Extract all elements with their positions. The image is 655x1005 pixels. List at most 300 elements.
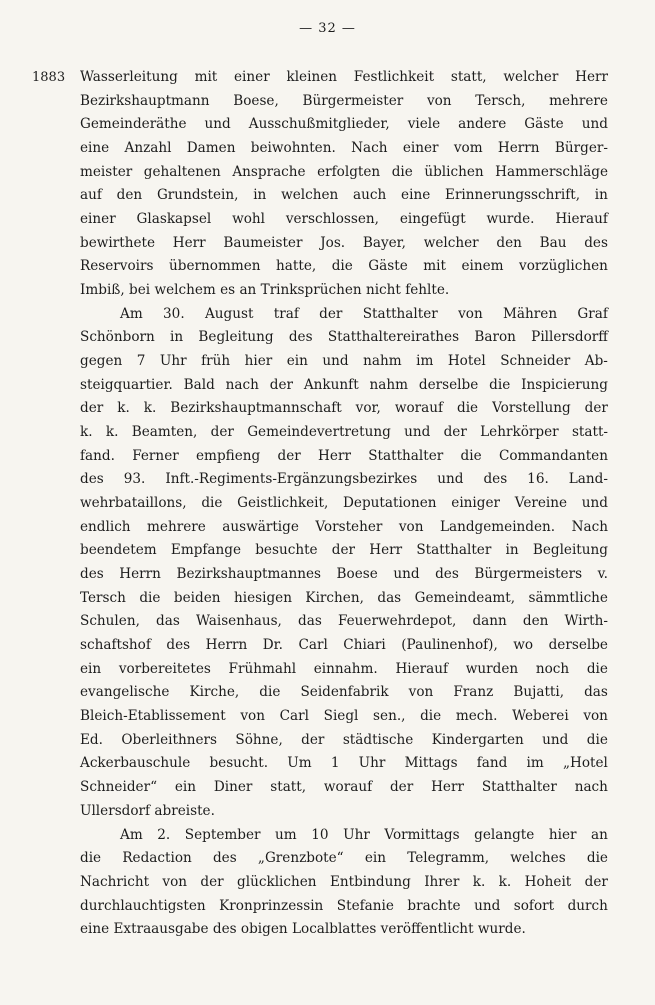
word: des (80, 471, 104, 488)
word: (Paulinenhof), (401, 637, 498, 654)
word: die (391, 163, 413, 180)
text-line (80, 634, 608, 658)
word: im (526, 755, 544, 772)
word: Am (120, 305, 143, 322)
word: Land- (568, 471, 608, 488)
text-line: Imbiß, bei welchem es an Trinksprüchen nicht fehlte. (80, 282, 450, 299)
word: hiesigen (233, 589, 292, 606)
word: die (331, 258, 353, 275)
word: städtische (342, 731, 414, 748)
word: Hotel (447, 353, 486, 370)
word: glücklichen (237, 873, 317, 890)
word: das (156, 613, 180, 630)
word: des (483, 471, 508, 488)
word: 10 (311, 826, 329, 843)
word: sämmtliche (528, 589, 608, 606)
text-line (80, 824, 608, 848)
text-line (80, 208, 608, 232)
text-line (80, 397, 608, 421)
word: der (319, 305, 343, 322)
word: Herr (575, 69, 608, 85)
word: Herr (369, 542, 403, 559)
text-line (80, 90, 608, 114)
word: das (377, 589, 402, 606)
word: Statthalter (416, 542, 492, 559)
word: in (170, 329, 184, 346)
word: an (591, 826, 608, 843)
word: k. (498, 873, 512, 890)
word: Boese, (233, 92, 279, 109)
word: die (259, 684, 281, 701)
word: Bürgermeisters (474, 566, 583, 583)
word: die (489, 376, 511, 393)
word: Uhr (159, 353, 187, 370)
word: Ausschußmitglieder, (248, 116, 390, 133)
word: Waisenhaus, (195, 613, 282, 630)
word: Vereine (514, 495, 568, 512)
word: Seidenfabrik (300, 684, 389, 701)
word: Hierauf (395, 660, 449, 677)
word: von (426, 92, 452, 109)
word: einiger (451, 495, 501, 512)
word: mehrere (147, 518, 206, 535)
text-line (80, 66, 608, 90)
word: des (212, 850, 237, 867)
word: um (275, 826, 297, 843)
word: ein (364, 850, 386, 867)
word: wo (513, 637, 534, 654)
text-line (80, 871, 608, 895)
word: ein (80, 660, 102, 677)
word: worauf (394, 400, 444, 417)
word: Boese (336, 566, 378, 583)
text-line (80, 658, 608, 682)
word: v. (597, 566, 608, 583)
text-line (80, 539, 608, 563)
word: wurden (465, 660, 519, 677)
word: 16. (527, 471, 549, 488)
word: empfieng (196, 447, 261, 464)
word: Bezirkshauptmannes (176, 566, 322, 583)
word: der (210, 424, 234, 441)
word: Inspicierung (521, 376, 608, 393)
word: mech. (455, 708, 498, 725)
word: Damen (186, 140, 236, 157)
word: die (457, 400, 479, 417)
word: Reservoirs (80, 258, 154, 275)
word: vor, (355, 400, 381, 417)
word: und (322, 353, 349, 370)
word: nahm (363, 353, 402, 370)
word: Deputationen (343, 495, 437, 512)
word: des (584, 234, 608, 251)
word: des (166, 637, 191, 654)
word: welcher (423, 234, 479, 251)
word: Geistlichkeit, (237, 495, 329, 512)
word: Schneider (500, 353, 571, 370)
word: der (443, 424, 467, 441)
word: von (162, 873, 188, 890)
word: Tersch (80, 589, 126, 606)
word: hier (244, 353, 273, 370)
word: worauf (323, 779, 373, 796)
word: einer (234, 69, 270, 85)
word: der (584, 873, 608, 890)
word: Bujatti, (513, 684, 565, 701)
text-line (80, 681, 608, 705)
word: Schönborn (80, 329, 155, 346)
word: mehrere (549, 92, 608, 109)
word: Nach (351, 140, 388, 157)
word: kleinen (286, 69, 338, 85)
word: Kirche, (189, 684, 240, 701)
word: viele (407, 116, 441, 133)
word: Nachricht (80, 873, 150, 890)
word: Feuerwehrdepot, (337, 613, 457, 630)
word: die (201, 495, 223, 512)
word: der (200, 873, 224, 890)
text-line (80, 445, 608, 469)
word: Ab- (584, 353, 608, 370)
word: in (505, 542, 519, 559)
word: die (460, 447, 482, 464)
word: einer (80, 211, 116, 228)
text-line: eine Extraausgabe des obigen Localblattes veröffentlicht wurde. (80, 921, 526, 938)
text-line (80, 374, 608, 398)
word: traf (273, 305, 299, 322)
word: der (80, 400, 104, 417)
word: vom (453, 140, 483, 157)
word: Pillersdorff (531, 329, 608, 346)
word: Bau (539, 234, 567, 251)
word: beendetem (80, 542, 157, 559)
word: sofort (513, 897, 555, 914)
word: August (204, 305, 254, 322)
word: Kronprinzessin (219, 897, 324, 914)
word: bewirthete (80, 234, 155, 251)
word: besuchte (255, 542, 318, 559)
word: welcher (503, 69, 559, 85)
word: Ihrer (424, 873, 460, 890)
word: Schneider“ (80, 779, 158, 796)
word: und (204, 116, 231, 133)
word: Uhr (358, 755, 386, 772)
word: und (581, 116, 608, 133)
word: Hoheit (524, 873, 572, 890)
word: Mähren (503, 305, 558, 322)
word: Begleitung (532, 542, 608, 559)
word: in (253, 187, 267, 204)
word: „Hotel (562, 755, 608, 772)
word: Begleitung (198, 329, 274, 346)
word: und (404, 424, 431, 441)
word: Gäste (524, 116, 564, 133)
word: k. (80, 424, 93, 441)
word: Gemeindevertretung (247, 424, 391, 441)
word: Wasserleitung (80, 69, 178, 85)
word: dann (472, 613, 507, 630)
word: und (581, 495, 608, 512)
word: Landgemeinden. (439, 518, 556, 535)
page-number: — 32 — (299, 21, 356, 36)
word: den (496, 234, 522, 251)
word: der (301, 731, 325, 748)
word: Ankunft (303, 376, 359, 393)
word: 2. (157, 826, 171, 843)
word: Herr (431, 779, 464, 796)
word: Baumeister (223, 234, 303, 251)
word: auch (353, 187, 387, 204)
word: Vorsteher (315, 518, 383, 535)
word: die (139, 589, 161, 606)
word: Festlichkeit (353, 69, 435, 85)
word: Wirth- (564, 613, 608, 630)
word: fand (476, 755, 508, 772)
word: wehrbataillons, (80, 495, 187, 512)
text-line (80, 255, 608, 279)
word: Oberleithners (121, 731, 217, 748)
word: Redaction (122, 850, 192, 867)
word: Bleich-Etablissement (80, 708, 226, 725)
word: derselbe (418, 376, 479, 393)
word: Inft.-Regiments-Ergänzungsbezirkes (165, 471, 418, 488)
word: die (586, 850, 608, 867)
word: Beamten, (131, 424, 198, 441)
word: steigquartier. (80, 376, 173, 393)
word: beiwohnten. (250, 140, 336, 157)
word: Ferner (132, 447, 179, 464)
word: Statthalter (481, 779, 557, 796)
word: üblichen (424, 163, 484, 180)
word: Herrn (497, 140, 540, 157)
word: von (398, 518, 424, 535)
word: Commandanten (498, 447, 608, 464)
word: und (393, 566, 420, 583)
word: die (586, 731, 608, 748)
word: die (586, 660, 608, 677)
word: k. (105, 424, 119, 441)
word: 30. (163, 305, 185, 322)
word: einer (402, 140, 439, 157)
text-line (80, 705, 608, 729)
word: endlich (80, 518, 131, 535)
word: Baron (474, 329, 516, 346)
word: wurde. (486, 211, 535, 228)
word: brachte (407, 897, 461, 914)
word: nach (225, 376, 259, 393)
word: k. (117, 400, 130, 417)
word: andere (458, 116, 507, 133)
word: Statthalter (368, 447, 444, 464)
word: Jos. (320, 234, 346, 251)
word: auswärtige (222, 518, 299, 535)
word: k. (472, 873, 486, 890)
word: Erinnerungsschrift, (445, 187, 581, 204)
word: durchlauchtigsten (80, 897, 206, 914)
text-line: Ullersdorf abreiste. (80, 802, 215, 819)
text-line (80, 137, 608, 161)
word: das (298, 613, 322, 630)
word: statt- (571, 424, 608, 441)
word: statt, (270, 779, 307, 796)
word: in (594, 187, 608, 204)
word: statt, (450, 69, 487, 85)
text-line (80, 847, 608, 871)
word: übernommen (169, 258, 261, 275)
word: und (474, 897, 501, 914)
word: vorbereitetes (118, 660, 211, 677)
word: Vormittags (384, 826, 460, 843)
text-line (80, 326, 608, 350)
word: Herr (172, 234, 206, 251)
word: Söhne, (235, 731, 283, 748)
word: Stefanie (336, 897, 394, 914)
text-line (80, 184, 608, 208)
word: Dr. (262, 637, 283, 654)
word: erfolgten (317, 163, 381, 180)
text-line (80, 587, 608, 611)
word: von (240, 708, 265, 725)
word: Lehrkörper (480, 424, 559, 441)
word: Carl (279, 708, 309, 725)
word: Ansprache (232, 163, 306, 180)
word: schaftshof (80, 637, 151, 654)
word: eingefügt (399, 211, 466, 228)
word: einnahm. (313, 660, 378, 677)
word: beiden (173, 589, 221, 606)
word: von (583, 708, 608, 725)
word: gelangte (474, 826, 535, 843)
word: Am (120, 826, 143, 843)
word: und (542, 731, 569, 748)
word: Ed. (80, 731, 103, 748)
word: Gemeinderäthe (80, 116, 187, 133)
word: Franz (453, 684, 494, 701)
text-line (80, 729, 608, 753)
text-line (80, 468, 608, 492)
text-line (80, 303, 608, 327)
word: hier (548, 826, 577, 843)
word: welches (510, 850, 566, 867)
word: den (522, 613, 549, 630)
word: Glaskapsel (136, 211, 212, 228)
word: gegen (80, 353, 123, 370)
word: hatte, (276, 258, 317, 275)
text-line (80, 610, 608, 634)
word: nach (574, 779, 608, 796)
word: Tersch, (475, 92, 526, 109)
word: 93. (123, 471, 146, 488)
word: Weberei (512, 708, 569, 725)
word: der (584, 400, 608, 417)
word: der (269, 376, 293, 393)
word: meister (80, 163, 133, 180)
word: mit (423, 258, 446, 275)
word: September (184, 826, 261, 843)
word: Vorstellung (492, 400, 571, 417)
word: Entbindung (329, 873, 411, 890)
word: k. (143, 400, 157, 417)
word: Schulen, (80, 613, 140, 630)
word: 1 (330, 755, 340, 772)
word: gehaltenen (143, 163, 221, 180)
word: Bezirkshauptmann (80, 92, 210, 109)
word: ein (286, 353, 308, 370)
word: Gemeindeamt, (414, 589, 516, 606)
word: Diner (213, 779, 253, 796)
word: eine (401, 187, 431, 204)
word: fand. (80, 447, 115, 464)
word: auf (80, 187, 102, 204)
word: Carl (298, 637, 328, 654)
body-text (80, 66, 608, 942)
word: Mittags (404, 755, 458, 772)
text-line (80, 752, 608, 776)
word: 7 (136, 353, 146, 370)
word: Graf (577, 305, 608, 322)
word: durch (567, 897, 608, 914)
word: noch (535, 660, 570, 677)
word: Um (287, 755, 312, 772)
word: Siegl (323, 708, 359, 725)
text-line (80, 421, 608, 445)
word: Statthaltereirathes (327, 329, 460, 346)
text-line (80, 492, 608, 516)
word: mit (194, 69, 218, 85)
word: die (80, 850, 102, 867)
word: der (331, 542, 356, 559)
word: vorzüglichen (519, 258, 608, 275)
word: sen., (373, 708, 406, 725)
word: Ackerbauschule (80, 755, 191, 772)
word: Kirchen, (305, 589, 364, 606)
word: Bayer, (362, 234, 406, 251)
word: das (584, 684, 608, 701)
text-line (80, 563, 608, 587)
word: früh (201, 353, 231, 370)
word: Herr (318, 447, 351, 464)
text-line (80, 895, 608, 919)
text-line (80, 776, 608, 800)
word: eine (80, 140, 110, 157)
word: Hammerschläge (495, 163, 608, 180)
word: Gäste (368, 258, 408, 275)
word: der (277, 447, 301, 464)
word: Bürger- (554, 140, 608, 157)
margin-year: 1883 (32, 70, 66, 85)
word: evangelische (80, 684, 170, 701)
word: der (389, 779, 414, 796)
word: Bürgermeister (302, 92, 404, 109)
word: Herrn (119, 566, 161, 583)
word: des (435, 566, 459, 583)
word: Uhr (343, 826, 370, 843)
word: derselbe (548, 637, 608, 654)
word: einem (461, 258, 504, 275)
word: Grundstein, (156, 187, 239, 204)
text-line (80, 350, 608, 374)
word: Empfange (170, 542, 242, 559)
word: ein (174, 779, 197, 796)
word: Herrn (205, 637, 248, 654)
word: wohl (232, 211, 265, 228)
word: des (288, 329, 313, 346)
word: Statthalter (362, 305, 438, 322)
word: des (80, 566, 104, 583)
word: Anzahl (124, 140, 172, 157)
text-line (80, 113, 608, 137)
word: den (116, 187, 143, 204)
